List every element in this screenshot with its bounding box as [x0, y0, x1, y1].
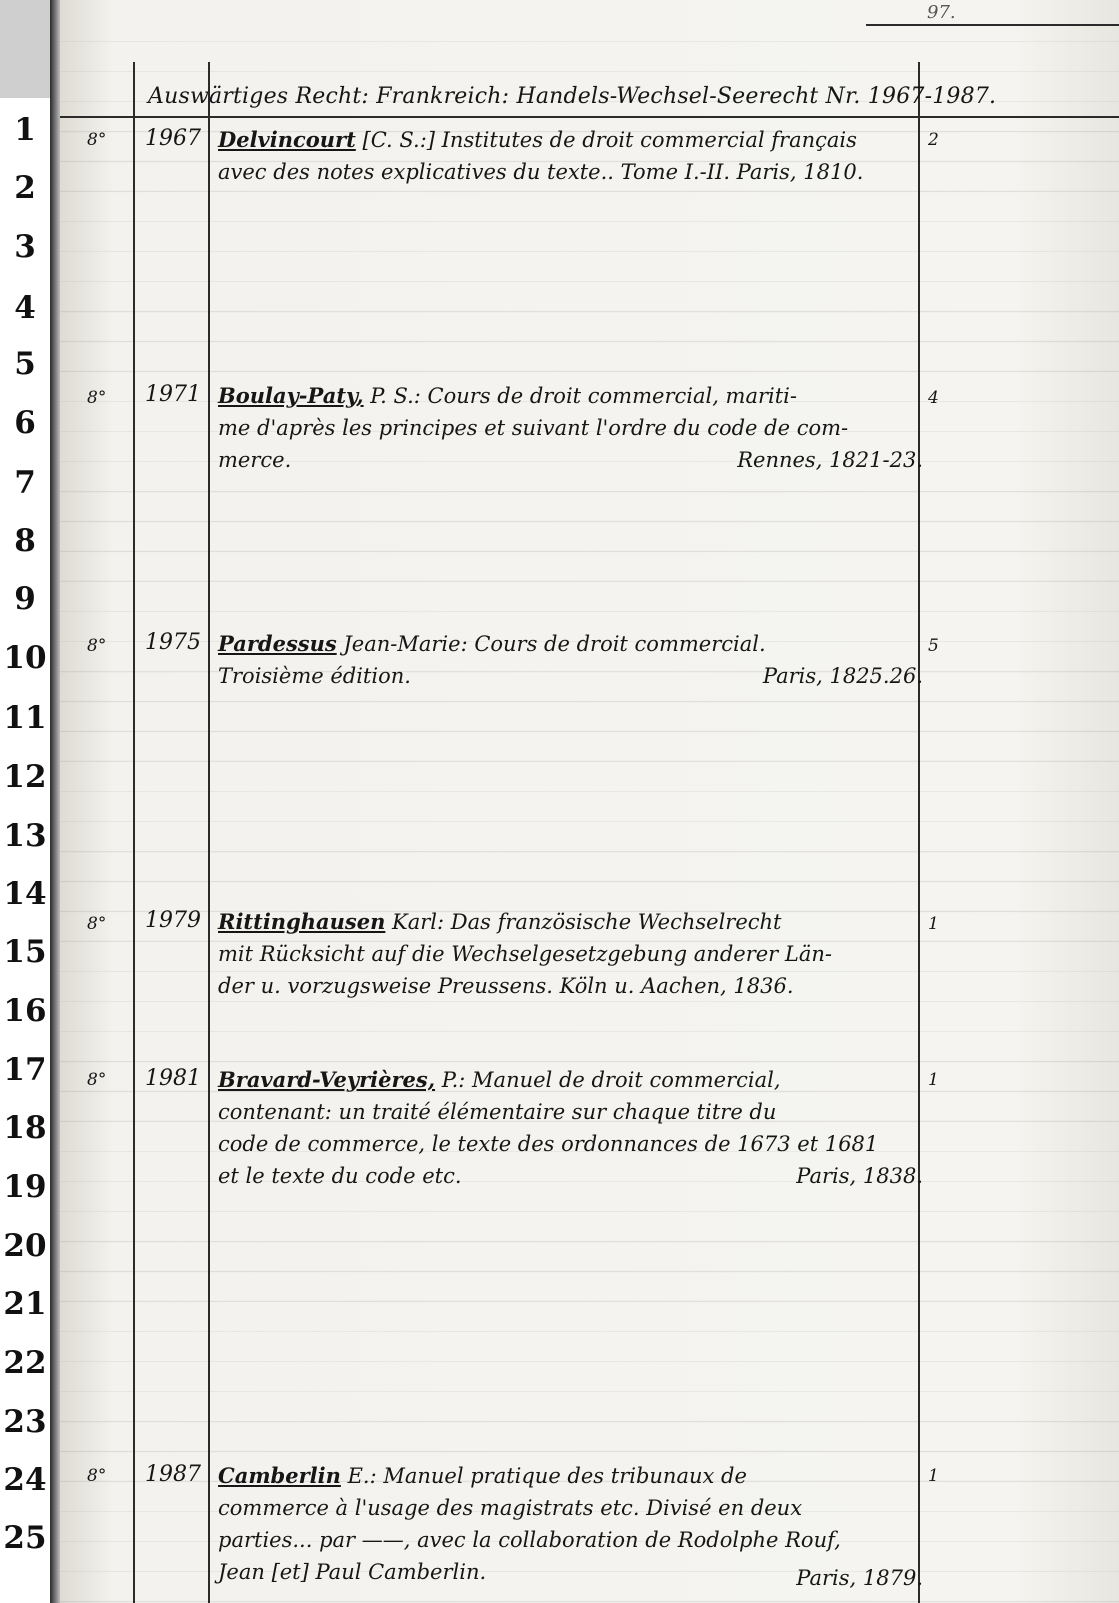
line-number: 23: [3, 1404, 47, 1440]
gutter-corner: [0, 0, 57, 98]
entry-line: parties... par ——, avec la collaboration de Rodolphe Rouf,: [218, 1528, 841, 1552]
entry-line: E.: Manuel pratique des tribunaux de: [347, 1464, 747, 1488]
line-number: 14: [3, 876, 47, 912]
entry-line: mit Rücksicht auf die Wechselgesetzgebung anderer Län-: [218, 942, 832, 966]
format-cell: 8°: [87, 1070, 107, 1090]
volume-count: 4: [928, 388, 939, 408]
entry-line: contenant: un traité élémentaire sur chaque titre du: [218, 1100, 777, 1124]
entry-text: [218, 124, 923, 188]
catalog-number: 1981: [145, 1066, 201, 1091]
entry-text: [218, 906, 923, 1002]
line-number: 22: [3, 1345, 47, 1381]
entry-line: Karl: Das französische Wechselrecht: [392, 910, 782, 934]
line-number: 25: [3, 1520, 47, 1556]
catalog-number: 1967: [145, 126, 201, 151]
column-rule-number: [208, 62, 210, 1603]
entry-text: [218, 380, 923, 476]
format-cell: 8°: [87, 914, 107, 934]
column-rule-volumes: [918, 62, 920, 1603]
catalog-number: 1987: [145, 1462, 201, 1487]
line-number: 1: [14, 112, 36, 148]
column-rule-format: [133, 62, 135, 1603]
entry-line: commerce à l'usage des magistrats etc. Divisé en deux: [218, 1496, 803, 1520]
top-rule: [866, 24, 1119, 26]
line-number: 9: [14, 581, 36, 617]
imprint: Paris, 1838.: [796, 1164, 923, 1188]
line-number: 18: [3, 1110, 47, 1146]
line-number: 2: [14, 170, 36, 206]
line-number: 7: [14, 465, 36, 501]
line-number: 13: [3, 818, 47, 854]
line-number: 8: [14, 523, 36, 559]
ledger-page: [60, 0, 1119, 1603]
entry-text: [218, 1064, 923, 1192]
imprint: Paris, 1879.: [796, 1566, 923, 1590]
line-number: 19: [3, 1169, 47, 1205]
line-number: 21: [3, 1286, 47, 1322]
volume-count: 2: [928, 130, 939, 150]
entry-line: me d'après les principes et suivant l'ordre du code de com-: [218, 416, 849, 440]
catalog-number: 1971: [145, 382, 201, 407]
imprint: Rennes, 1821-23.: [737, 448, 923, 472]
book-binding: [50, 0, 60, 1603]
entry-line: [C. S.:] Institutes de droit commercial français: [362, 128, 857, 152]
line-number: 11: [3, 700, 47, 736]
author-name: Boulay-Paty,: [218, 383, 364, 408]
catalog-number: 1975: [145, 630, 201, 655]
line-number: 24: [3, 1462, 47, 1498]
format-cell: 8°: [87, 636, 107, 656]
imprint: Paris, 1825.26.: [762, 664, 923, 688]
volume-count: 1: [928, 1070, 939, 1090]
line-number: 6: [14, 405, 36, 441]
entry-line: P. S.: Cours de droit commercial, mariti-: [370, 384, 797, 408]
line-number: 10: [3, 640, 47, 676]
line-number: 12: [3, 759, 47, 795]
entry-line: Troisième édition.: [218, 664, 411, 688]
line-number: 16: [3, 993, 47, 1029]
catalog-number: 1979: [145, 908, 201, 933]
page-number: 97.: [927, 2, 956, 23]
entry-line: et le texte du code etc.: [218, 1164, 462, 1188]
line-number: 15: [3, 934, 47, 970]
entry-line: der u. vorzugsweise Preussens. Köln u. Aachen, 1836.: [218, 974, 794, 998]
line-number: 20: [3, 1228, 47, 1264]
author-name: Bravard-Veyrières,: [218, 1067, 436, 1092]
line-number: 5: [14, 346, 36, 382]
format-cell: 8°: [87, 130, 107, 150]
line-number: 3: [14, 229, 36, 265]
entry-line: P.: Manuel de droit commercial,: [441, 1068, 781, 1092]
header-rule: [60, 116, 1119, 118]
ledger-heading: Auswärtiges Recht: Frankreich: Handels-Wechsel-Seerecht Nr. 1967-1987.: [148, 84, 997, 109]
volume-count: 5: [928, 636, 939, 656]
line-number-gutter: [0, 98, 50, 1603]
author-name: Delvincourt: [218, 127, 356, 152]
entry-text: [218, 1460, 923, 1594]
author-name: Pardessus: [218, 631, 337, 656]
line-number: 17: [3, 1052, 47, 1088]
format-cell: 8°: [87, 388, 107, 408]
entry-line: Jean-Marie: Cours de droit commercial.: [343, 632, 766, 656]
author-name: Camberlin: [218, 1463, 341, 1488]
volume-count: 1: [928, 914, 939, 934]
entry-line: Jean [et] Paul Camberlin.: [218, 1560, 487, 1584]
entry-line: avec des notes explicatives du texte.. Tome I.-II. Paris, 1810.: [218, 160, 864, 184]
entry-text: [218, 628, 923, 692]
line-number: 4: [14, 290, 36, 326]
volume-count: 1: [928, 1466, 939, 1486]
entry-line: code de commerce, le texte des ordonnances de 1673 et 1681: [218, 1132, 879, 1156]
entry-line: merce.: [218, 448, 292, 472]
format-cell: 8°: [87, 1466, 107, 1486]
author-name: Rittinghausen: [218, 909, 386, 934]
